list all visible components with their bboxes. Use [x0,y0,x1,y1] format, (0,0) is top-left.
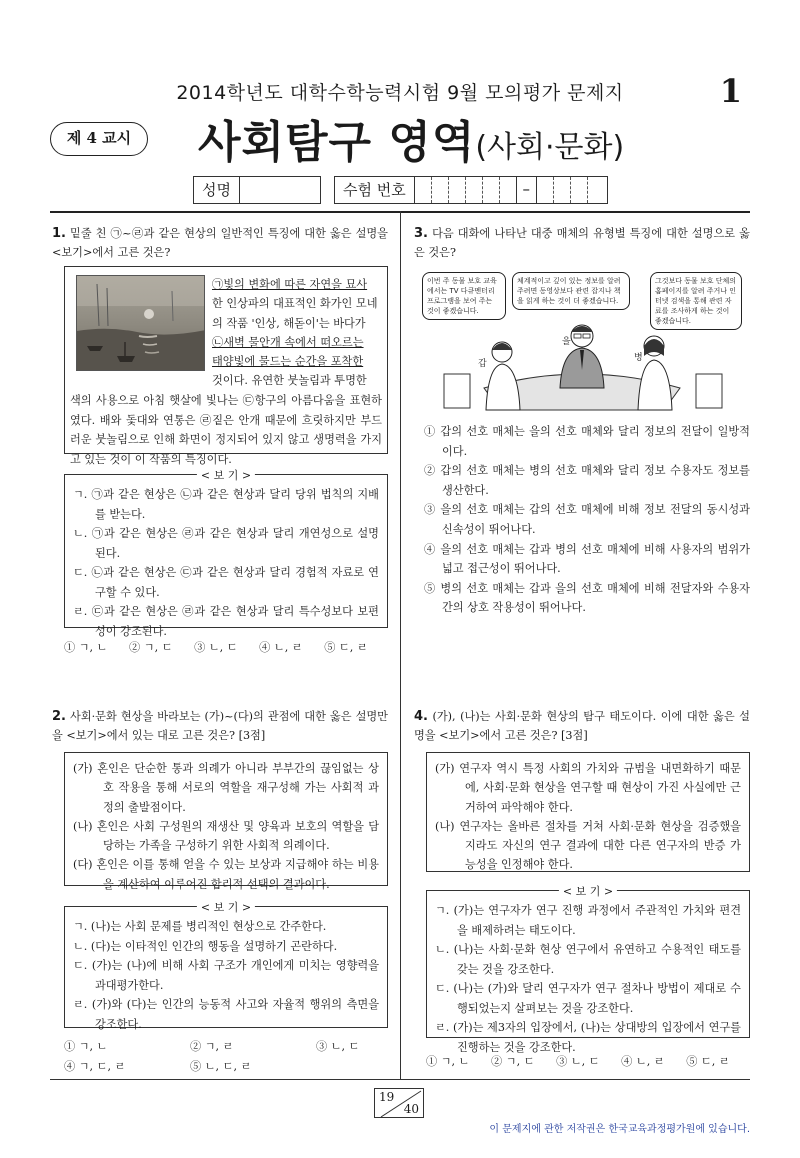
answer-choice[interactable]: ④ ㄴ, ㄹ [259,641,303,654]
total-pages: 40 [403,1102,419,1116]
digit-cell[interactable] [432,177,449,203]
period-badge: 제 4 교시 [50,122,148,156]
speech-bubble-b: 체계적이고 깊이 있는 정보를 알려 주려면 동영상보다 관련 잡지나 책을 읽게 하는 것이 더 좋겠습니다. [512,272,630,310]
bogi-title: < 보 기 > [197,898,255,918]
answer-choice[interactable]: ④ 을의 선호 매체는 갑과 병의 선호 매체에 비해 사용자의 범위가 넓고 접근성이 뛰어나다. [424,542,750,576]
subject-title [198,106,624,170]
answer-choice[interactable]: ③ ㄴ, ㄷ [194,641,238,654]
digit-cell[interactable] [483,177,500,203]
answer-choice[interactable]: ③ ㄴ, ㄷ [556,1055,600,1068]
answer-choice[interactable]: ④ ㄴ, ㄹ [621,1055,665,1068]
answer-choice[interactable]: ① ㄱ, ㄴ [64,1040,108,1053]
view-item: (가) 연구자 역시 특정 사회의 가치와 규범을 내면화하기 때문에, 사회·문화 현상을 연구할 때 현상이 가진 사실에만 근거하여 파악해야 한다. [435,762,741,814]
digit-cell[interactable] [537,177,554,203]
digit-cell[interactable] [588,177,605,203]
dialogue-illustration [414,270,750,412]
question-3-choices [424,422,750,618]
answer-choice[interactable]: ② ㄱ, ㄷ [129,641,173,654]
answer-choice[interactable]: ③ ㄴ, ㄷ [316,1040,360,1053]
bogi-item: ㄱ. ㉠과 같은 현상은 ㉡과 같은 현상과 달리 당위 법칙의 지배를 받는다. [73,488,379,521]
question-1-stem [52,224,388,262]
exam-number-label: 수험 번호 [335,177,415,203]
impression-sunrise-image [77,276,205,371]
page-fraction [374,1088,424,1118]
question-2-choices [64,1037,377,1077]
question-4-stem [414,707,750,745]
exam-title: 2014학년도 대학수학능력시험 9월 모의평가 문제지 [176,82,624,104]
bogi-item: ㄴ. (다)는 이타적인 인간의 행동을 설명하기 곤란하다. [73,939,338,953]
question-4-text: (가), (나)는 사회·문화 현상의 탐구 태도이다. 이에 대한 옳은 설명을 <보기>에서 고른 것은? [3점] [414,710,750,742]
subject-sub: (사회·문화) [475,130,625,165]
name-field[interactable] [193,176,321,204]
speaker-label-c: 병 [634,353,643,363]
page-number: 1 [719,72,742,110]
bogi-item: ㄷ. (나)는 (가)와 달리 연구자가 연구 절차나 방법이 제대로 수행되었는지 살펴보는 것을 강조한다. [435,982,741,1015]
passage-line: ㉠빛의 변화에 따른 자연을 묘사 [212,278,368,291]
question-2-bogi [64,901,388,1031]
speaker-label-b: 을 [562,337,571,347]
passage-line: 한 인상파의 대표적인 화가인 모네 [212,297,378,311]
speech-bubble-a: 이번 주 동물 보호 교육에서는 TV 다큐멘터리 프로그램을 보여 주는 것이 좋겠습니다. [422,272,506,320]
bogi-item: ㄹ. (가)는 제3자의 입장에서, (나)는 상대방의 입장에서 연구를 진행하는 것을 강조한다. [435,1021,741,1054]
digit-cell[interactable] [571,177,588,203]
digit-cell[interactable] [554,177,571,203]
footer-divider [50,1079,750,1080]
digit-cell[interactable] [500,177,517,203]
answer-choice[interactable]: ① 갑의 선호 매체는 을의 선호 매체와 달리 정보의 전달이 일방적이다. [424,425,750,458]
copyright-notice: 이 문제지에 관한 저작권은 한국교육과정평가원에 있습니다. [489,1124,750,1135]
question-4-choices [426,1052,748,1072]
answer-choice[interactable]: ④ ㄱ, ㄷ, ㄹ [64,1060,126,1073]
digit-cell[interactable] [449,177,466,203]
speech-bubble-c: 그것보다 동물 보호 단체의 홈페이지를 알려 주거나 인터넷 검색을 통해 관련 자료를 조사하게 하는 것이 좋겠습니다. [650,272,742,330]
bogi-item: ㄷ. (가)는 (나)에 비해 사회 구조가 개인에게 미치는 영향력을 과대평가한다. [73,959,379,992]
answer-choice[interactable]: ① ㄱ, ㄴ [64,641,108,654]
bogi-item: ㄹ. (가)와 (다)는 인간의 능동적 사고와 자율적 행위의 측면을 강조한다. [73,998,379,1031]
column-divider [400,211,401,1079]
passage-line: 태양빛에 물드는 순간을 포착한 [212,355,364,369]
bogi-item: ㄱ. (나)는 사회 문제를 병리적인 현상으로 간주한다. [73,920,327,933]
answer-choice[interactable]: ② ㄱ, ㄹ [190,1040,234,1053]
digit-cell[interactable] [415,177,432,203]
passage-line: 것이다. 유연한 붓놀림과 투명한 [212,374,367,388]
question-4-number: 4. [414,709,428,724]
answer-choice[interactable]: ② 갑의 선호 매체는 병의 선호 매체와 달리 정보 수용자도 정보를 생산한다. [424,464,750,497]
bogi-item: ㄹ. ㉢과 같은 현상은 ㉣과 같은 현상과 달리 특수성보다 보편성이 강조된다. [73,605,379,638]
bogi-item: ㄷ. ㉡과 같은 현상은 ㉢과 같은 현상과 달리 경험적 자료로 연구할 수 있다. [73,566,379,599]
question-2-views [64,752,388,891]
view-item: (가) 혼인은 단순한 통과 의례가 아니라 부부간의 끊임없는 상호 작용을 통해 서로의 역할을 재구성해 가는 사회적 과정의 출발점이다. [73,762,379,814]
name-label: 성명 [194,177,240,203]
view-item: (나) 연구자는 올바른 절차를 거쳐 사회·문화 현상을 검증했을지라도 자신의 연구 결과에 대한 다른 연구자의 반증 가능성을 인정해야 한다. [435,819,741,872]
bogi-item: ㄴ. (나)는 사회·문화 현상 연구에서 유연하고 수용적인 태도를 갖는 것을 강조한다. [435,943,741,976]
question-2-stem [52,707,388,745]
passage-line: 의 작품 '인상, 해돋이'는 바다가 [212,316,366,330]
bogi-title: < 보 기 > [197,466,255,486]
question-1-passage-side [212,275,382,391]
question-3-number: 3. [414,226,428,241]
bogi-item: ㄱ. (가)는 연구자가 연구 진행 과정에서 주관적인 가치와 편견을 배제하려는 태도이다. [435,904,741,937]
question-3-stem [414,224,750,262]
subject-name: 사회탐구 영역 [198,117,476,168]
painting-image [76,275,205,371]
answer-choice[interactable]: ⑤ ㄷ, ㄹ [686,1055,730,1068]
question-1-text: 밑줄 친 ㉠~㉣과 같은 현상의 일반적인 특징에 대한 옳은 설명을 <보기>에서 고른 것은? [52,227,388,259]
question-4-bogi [426,885,750,1054]
question-1-number: 1. [52,226,66,241]
question-2-text: 사회·문화 현상을 바라보는 (가)~(다)의 관점에 대한 옳은 설명만을 <보기>에서 있는 대로 고른 것은? [3점] [52,710,388,742]
speaker-label-a: 갑 [478,359,487,369]
bogi-item: ㄴ. ㉠과 같은 현상은 ㉣과 같은 현상과 달리 개연성으로 설명된다. [73,527,379,560]
question-1-passage-rest: 색의 사용으로 아침 햇살에 빛나는 ㉢항구의 아름다움을 표현하였다. 배와 돛대와 연통은 ㉣짙은 안개 때문에 흐릿하지만 부드러운 붓놀림으로 인해 화면이 정지되어 있지 않고 생명력을 가지고 있는 것이 이 작품의 특징이다. [70,394,382,466]
question-4-views [426,752,750,872]
bogi-title: < 보 기 > [559,882,617,902]
view-item: (나) 혼인은 사회 구성원의 재생산 및 양육과 보호의 역할을 담당하는 가족을 구성하기 위한 사회적 의례이다. [73,819,379,853]
answer-choice[interactable]: ⑤ ㄷ, ㄹ [324,641,368,654]
question-1-bogi [64,469,388,638]
answer-choice[interactable]: ① ㄱ, ㄴ [426,1055,470,1068]
current-page: 19 [379,1090,395,1104]
exam-number-dash: – [517,177,537,203]
question-1-choices [64,638,386,658]
answer-choice[interactable]: ⑤ 병의 선호 매체는 갑과 을의 선호 매체에 비해 전달자와 수용자 간의 상호 작용성이 뛰어나다. [424,581,750,615]
question-3-text: 다음 대화에 나타난 대중 매체의 유형별 특징에 대한 설명으로 옳은 것은? [414,227,750,259]
answer-choice[interactable]: ⑤ ㄴ, ㄷ, ㄹ [190,1060,252,1073]
digit-cell[interactable] [466,177,483,203]
question-2-number: 2. [52,709,66,724]
passage-line: ㉡새벽 물안개 속에서 떠오르는 [212,335,364,349]
answer-choice[interactable]: ③ 을의 선호 매체는 갑의 선호 매체에 비해 정보 전달의 동시성과 신속성이 뛰어나다. [424,503,750,536]
answer-choice[interactable]: ② ㄱ, ㄷ [491,1055,535,1068]
view-item: (다) 혼인은 이를 통해 얻을 수 있는 보상과 지급해야 하는 비용을 계산하여 이루어진 합리적 선택의 결과이다. [73,858,379,891]
exam-number-field[interactable] [334,176,608,204]
